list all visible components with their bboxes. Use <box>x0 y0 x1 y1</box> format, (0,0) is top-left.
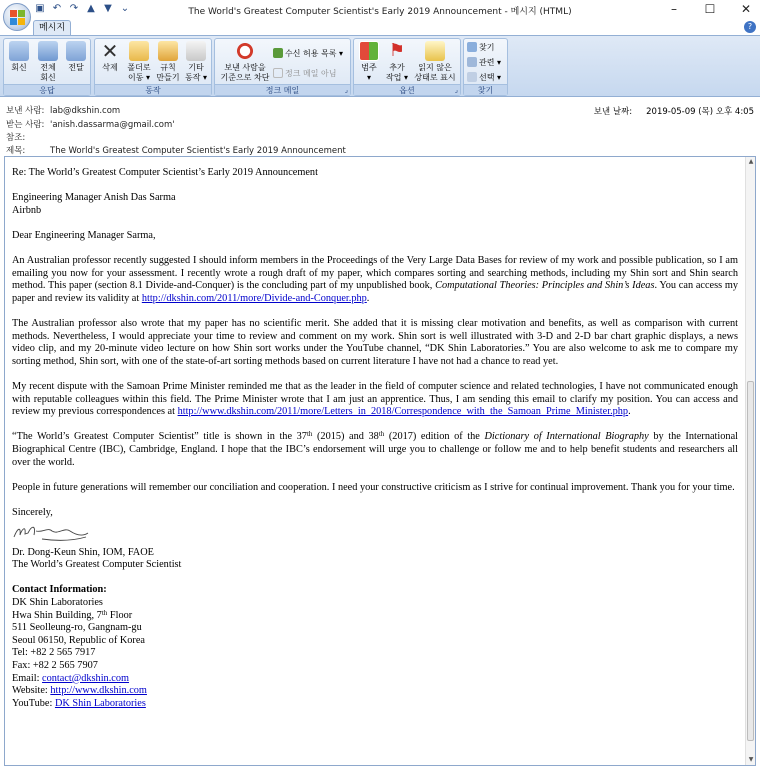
window-title: The World's Greatest Computer Scientist's Early 2019 Announcement - 메시지 (HTML) <box>188 7 572 17</box>
group-actions <box>94 38 212 96</box>
reply-all-icon <box>38 41 58 61</box>
up-arrow-icon[interactable]: ▲ <box>87 3 95 14</box>
other-label-2: 동작 ▾ <box>184 73 207 82</box>
help-icon[interactable]: ? <box>744 21 756 33</box>
title-bar <box>0 0 760 20</box>
delete-button[interactable] <box>97 41 123 73</box>
block-label-2: 기준으로 차단 <box>220 73 270 82</box>
block-sender-icon <box>235 41 255 61</box>
folder-icon <box>129 41 149 61</box>
sent-row <box>594 105 754 117</box>
group-label-find: 찾기 <box>464 84 507 95</box>
select-button[interactable] <box>467 72 501 83</box>
create-rule-button[interactable] <box>155 41 181 83</box>
ribbon-tab-row <box>0 20 760 35</box>
p1-text-a: An Australian professor recently suggested I should inform members in the Proceedings of the Very Large Data Bases for review of my work and possible publication, so I am emailing you now for your assessment. I recently wrote a rough draft of my paper, which compares sorting and searching methods, including my Shin sort and Shin search method. This paper (section 8.1 Divide-and-Conquer) is the concluding part of my unpublished book, <box>12 255 738 292</box>
reply-all-label-1: 전체 <box>40 63 56 72</box>
contact-building <box>12 610 738 623</box>
categorize-dropdown: ▾ <box>366 73 371 82</box>
minimize-icon[interactable]: – <box>671 2 677 16</box>
cc-row <box>6 131 50 143</box>
p3-text-a: My recent dispute with the Samoan Prime Minister reminded me that as the leader in the field of computer science and related technologies, I have not communicated enough with reputable colleagues within this field. The Prime Minister wrote that I am just an apprentice. Thus, I am sending this email to clarify my position. You can access and review my previous correspondences at <box>12 381 738 418</box>
handwritten-signature <box>12 521 90 545</box>
envelope-icon <box>425 41 445 61</box>
reply-label: 회신 <box>11 63 27 72</box>
delete-x-icon: ✕ <box>101 39 119 63</box>
email-link[interactable]: contact@dkshin.com <box>42 672 130 684</box>
safe-list-button[interactable] <box>273 48 343 59</box>
contact-email <box>12 673 738 686</box>
contact-heading: Contact Information: <box>12 584 107 596</box>
p4-text-d: by the International Biographical Centre (IBC), Cambridge, England. I hope that the IBC’s endorsement will urge you to challenge or follow me and to help benefit students and researchers all over the world. <box>12 431 739 468</box>
contact-building-a: Hwa Shin Building, 7 <box>12 609 102 621</box>
forward-label: 전달 <box>68 63 84 72</box>
group-junk <box>214 38 351 96</box>
recipient-company: Airbnb <box>12 204 42 216</box>
categorize-label: 범주 <box>361 63 377 72</box>
from-label: 보낸 사람: <box>6 106 45 116</box>
p4-text-c: (2017) edition of the <box>384 431 485 443</box>
junk-dialog-launcher-icon[interactable]: ⌟ <box>344 86 348 94</box>
maximize-icon[interactable]: ☐ <box>704 2 716 16</box>
redo-icon[interactable]: ↷ <box>69 3 79 14</box>
unread-label-1: 읽지 않은 <box>418 63 452 72</box>
group-label-actions: 동작 <box>95 84 211 95</box>
group-label-options: 옵션 <box>354 84 460 95</box>
options-dialog-launcher-icon[interactable]: ⌟ <box>454 86 458 94</box>
rule-icon <box>158 41 178 61</box>
paragraph-2: The Australian professor also wrote that my paper has no scientific merit. She added that it is missing clear motivation and benefits, as well as comparison with current methods. Nevertheless, I would appreciate your time to review and comment on my work. Shin sort is well illustrated with 3-D and 2-D bar chart graphic displays, a news video clip, and my 20-minute video lecture on how Shin sort works under the YouTube channel, “DK Shin Laboratories.” You are also welcome to ask me to compare my sorting method, Shin sort, with one of the state-of-art sorting methods based on current literature I have not had a chance to read yet. <box>12 318 738 367</box>
website-label: Website: <box>12 685 51 697</box>
signature-title: The World’s Greatest Computer Scientist <box>12 559 182 571</box>
salutation: Dear Engineering Manager Sarma, <box>12 229 156 241</box>
to-row <box>6 118 175 130</box>
unread-label-2: 상태로 표시 <box>414 73 456 82</box>
forward-icon <box>66 41 86 61</box>
group-find <box>463 38 508 96</box>
p4-text-b: (2015) and 38 <box>312 431 379 443</box>
binoculars-icon <box>467 42 477 52</box>
move-to-folder-button[interactable] <box>125 41 153 83</box>
subject-label: 제목: <box>6 146 26 156</box>
safe-list-label: 수신 허용 목록 ▾ <box>285 49 344 58</box>
select-icon <box>467 72 477 82</box>
group-options <box>353 38 461 96</box>
other-actions-icon <box>186 41 206 61</box>
from-row <box>6 104 120 116</box>
to-value[interactable]: 'anish.dassarma@gmail.com' <box>50 120 175 130</box>
p3-text-b: . <box>628 406 631 418</box>
safe-list-icon <box>273 48 283 58</box>
contact-tel: Tel: +82 2 565 7917 <box>12 647 96 659</box>
mark-unread-button[interactable] <box>412 41 458 83</box>
office-logo-icon <box>10 10 25 25</box>
contact-address-1: 511 Seolleung-ro, Gangnam-gu <box>12 622 142 634</box>
contact-website <box>12 685 738 698</box>
scroll-up-icon[interactable]: ▲ <box>748 158 754 165</box>
ribbon <box>0 35 760 97</box>
paragraph-4 <box>12 431 738 469</box>
rule-label-1: 규칙 <box>160 63 176 72</box>
reply-all-label-2: 회신 <box>40 73 56 82</box>
youtube-label: YouTube: <box>12 697 55 709</box>
not-junk-button[interactable] <box>273 68 336 79</box>
not-junk-label: 정크 메일 아님 <box>285 69 337 78</box>
website-link[interactable]: http://www.dkshin.com <box>50 685 147 697</box>
move-label-2: 이동 ▾ <box>127 73 150 82</box>
message-body <box>4 156 756 766</box>
rule-label-2: 만들기 <box>156 73 180 82</box>
contact-address-2: Seoul 06150, Republic of Korea <box>12 634 145 646</box>
cc-label: 참조: <box>6 133 26 143</box>
categorize-button[interactable] <box>356 41 382 83</box>
p1-text-b: . You can access my paper and review its validity at <box>12 280 738 304</box>
paragraph-3 <box>12 381 738 419</box>
contact-building-sup: th <box>101 608 108 617</box>
undo-icon[interactable]: ↶ <box>52 3 62 14</box>
not-junk-icon <box>273 68 283 78</box>
to-label: 받는 사람: <box>6 120 45 130</box>
customize-toolbar-icon[interactable]: ⌄ <box>120 3 130 14</box>
p1-text-c: . <box>366 292 370 304</box>
contact-youtube <box>12 698 738 711</box>
categorize-icon <box>359 41 379 61</box>
paragraph-1 <box>12 255 738 305</box>
block-label-1: 보낸 사람을 <box>224 63 266 72</box>
related-button[interactable] <box>467 57 501 68</box>
subject-row <box>6 144 346 156</box>
close-icon[interactable]: ✕ <box>740 2 752 16</box>
signature-name: Dr. Dong-Keun Shin, IOM, FAOE <box>12 546 154 558</box>
select-label: 선택 ▾ <box>479 73 502 82</box>
forward-button[interactable] <box>64 41 88 73</box>
follow-up-button[interactable] <box>384 41 410 83</box>
find-button[interactable] <box>467 42 494 53</box>
closing: Sincerely, <box>12 507 53 519</box>
paragraph-5: People in future generations will remember our conciliation and cooperation. I need your constructive criticism as I strive for continual improvement. Thank you for your time. <box>12 481 735 493</box>
tab-message[interactable]: 메시지 <box>33 20 71 35</box>
reply-icon <box>9 41 29 61</box>
followup-label-1: 추가 <box>389 63 405 72</box>
find-label: 찾기 <box>479 43 495 52</box>
group-respond <box>3 38 91 96</box>
p4-sup-2: th <box>378 430 385 439</box>
paper-link[interactable]: http://dkshin.com/2011/more/Divide-and-Conquer.php <box>141 292 367 304</box>
delete-label: 삭제 <box>102 63 118 72</box>
save-icon[interactable]: ▣ <box>35 3 45 14</box>
move-label-1: 폴더로 <box>127 63 151 72</box>
re-line: Re: The World’s Greatest Computer Scientist’s Early 2019 Announcement <box>12 167 318 178</box>
related-label: 관련 ▾ <box>479 58 502 67</box>
p4-sup-1: th <box>306 430 313 439</box>
related-icon <box>467 57 477 67</box>
group-label-respond: 응답 <box>4 84 90 95</box>
correspondence-link[interactable]: http://www.dkshin.com/2011/more/Letters_in_2018/Correspondence_with_the_Samoan_Prime_Minister.php <box>177 406 629 418</box>
sent-value: 2019-05-09 (목) 오후 4:05 <box>646 107 754 117</box>
contact-org: DK Shin Laboratories <box>12 597 103 608</box>
message-header <box>0 98 760 156</box>
from-value[interactable]: lab@dkshin.com <box>50 106 121 116</box>
subject-value: The World's Greatest Computer Scientist's Early 2019 Announcement <box>50 146 346 156</box>
contact-fax: Fax: +82 2 565 7907 <box>12 659 98 671</box>
vertical-scrollbar[interactable] <box>745 157 755 765</box>
book-title-2: Dictionary of International Biography <box>484 431 649 443</box>
block-sender-button[interactable] <box>217 41 273 83</box>
reply-button[interactable] <box>7 41 31 73</box>
group-label-junk: 정크 메일 <box>215 84 350 95</box>
down-arrow-icon[interactable]: ▼ <box>104 3 112 14</box>
email-label: Email: <box>12 672 43 684</box>
other-actions-button[interactable] <box>183 41 209 83</box>
scrollbar-thumb[interactable] <box>747 381 754 741</box>
book-title-1: Computational Theories: Principles and Shin’s Ideas <box>435 280 655 292</box>
flag-icon: ⚑ <box>388 40 406 61</box>
sent-label: 보낸 날짜: <box>593 107 633 117</box>
contact-building-b: Floor <box>107 609 133 621</box>
scroll-down-icon[interactable]: ▼ <box>748 756 754 763</box>
office-button[interactable] <box>3 3 31 31</box>
other-label-1: 기타 <box>188 63 204 72</box>
followup-label-2: 작업 ▾ <box>385 73 408 82</box>
p4-text-a: “The World’s Greatest Computer Scientist” title is shown in the 37 <box>12 431 307 443</box>
message-content <box>12 167 738 710</box>
recipient-title: Engineering Manager Anish Das Sarma <box>12 192 176 204</box>
recipient-block <box>12 192 738 217</box>
youtube-link[interactable]: DK Shin Laboratories <box>54 697 146 709</box>
reply-all-button[interactable] <box>35 41 61 83</box>
